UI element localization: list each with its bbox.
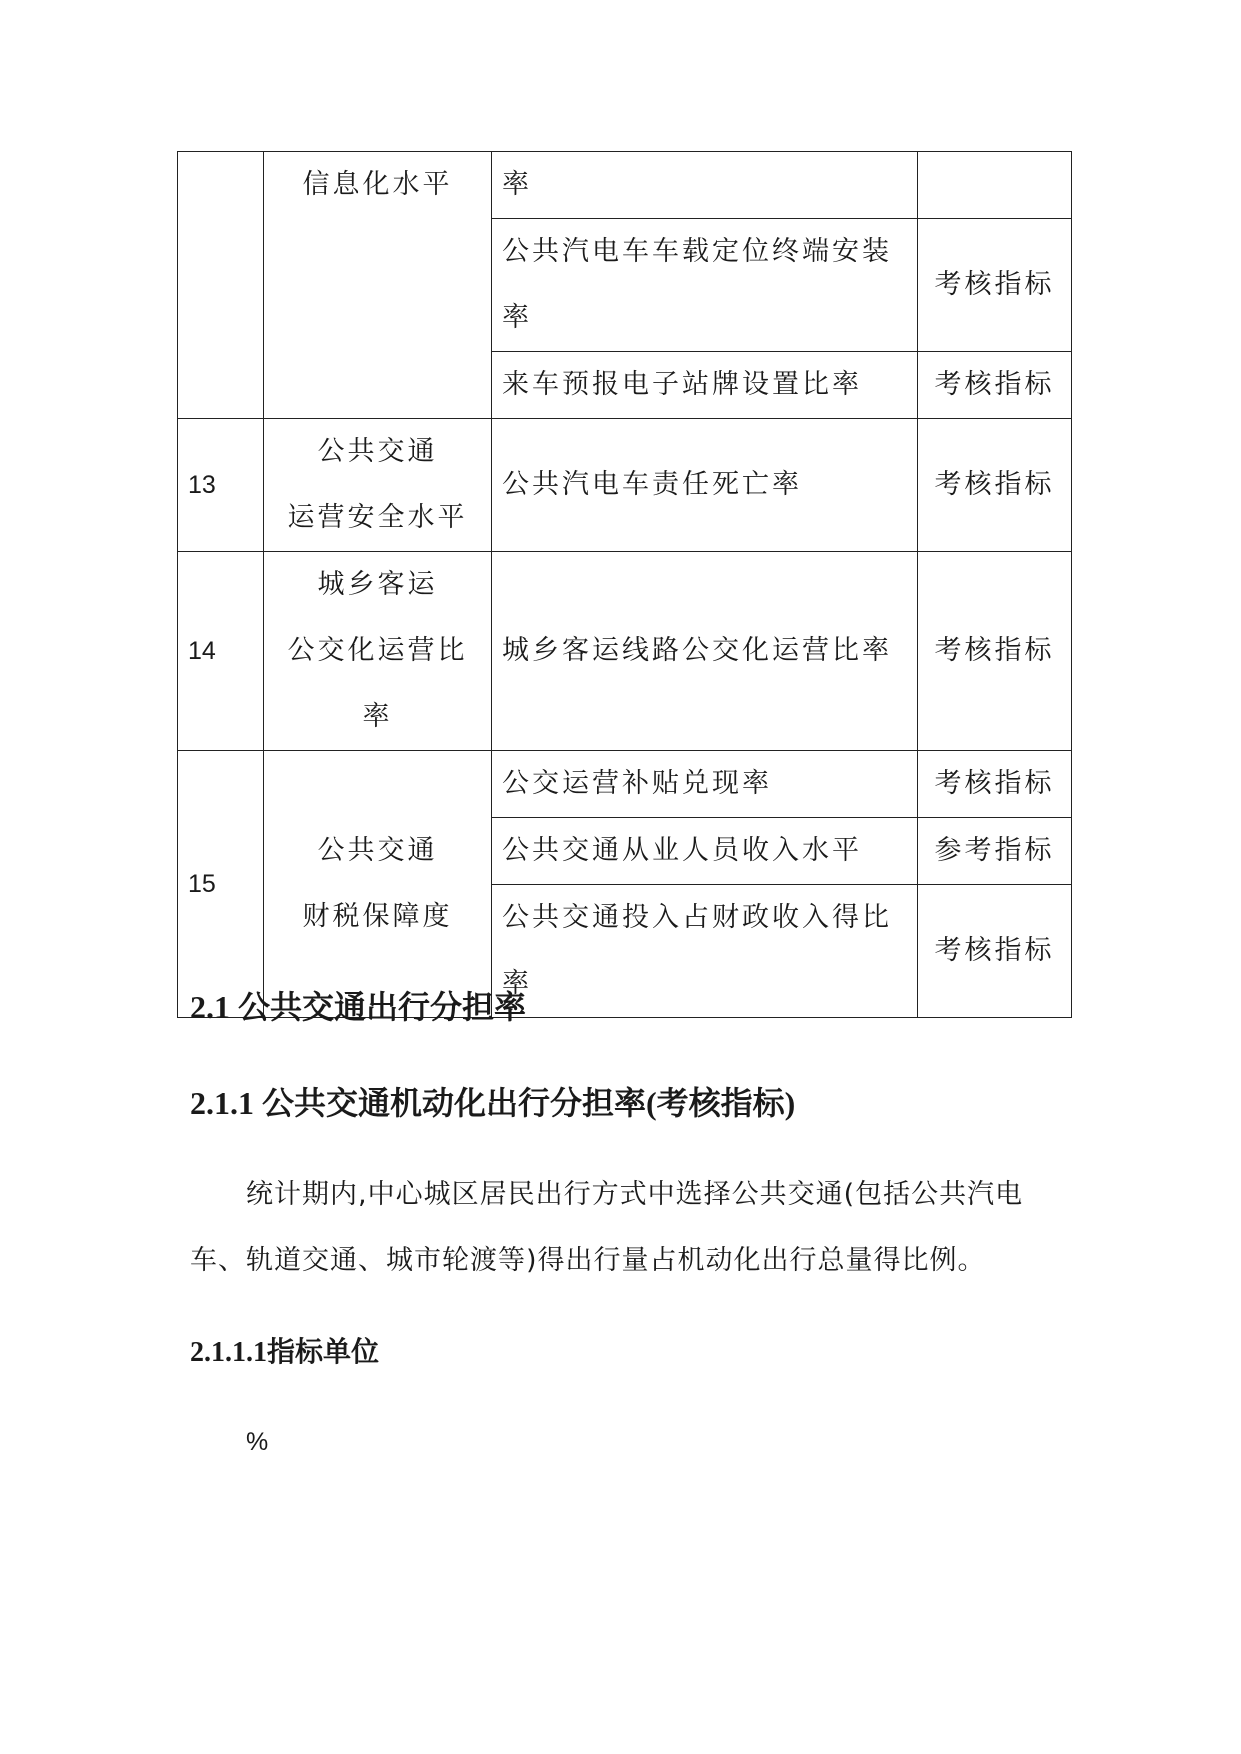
indicator-table — [177, 151, 1072, 1018]
indicator-type-cell: 参考指标 — [918, 818, 1072, 885]
category-line: 公交化运营比率 — [287, 635, 468, 732]
category-line: 公共交通 — [317, 835, 438, 866]
indicator-cell: 公交运营补贴兑现率 — [492, 751, 918, 818]
row-number-cell: 14 — [178, 552, 264, 751]
indicator-cell: 率 — [492, 152, 918, 219]
category-cell — [264, 552, 492, 751]
category-line: 财税保障度 — [302, 901, 453, 932]
category-line: 城乡客运 — [317, 569, 438, 600]
sub-subsection-heading: 2.1.1.1指标单位 — [190, 1337, 380, 1368]
indicator-type-cell: 考核指标 — [918, 419, 1072, 552]
indicator-cell: 公共汽电车责任死亡率 — [492, 419, 918, 552]
table-row — [178, 152, 1072, 219]
indicator-type-cell: 考核指标 — [918, 552, 1072, 751]
table-row — [178, 419, 1072, 552]
table-row — [178, 751, 1072, 818]
category-cell — [264, 419, 492, 552]
indicator-cell: 城乡客运线路公交化运营比率 — [492, 552, 918, 751]
row-number-cell: 15 — [178, 751, 264, 1018]
subsection-heading: 2.1.1 公共交通机动化出行分担率(考核指标) — [190, 1085, 796, 1121]
unit-value: % — [246, 1428, 269, 1456]
indicator-cell: 公共交通从业人员收入水平 — [492, 818, 918, 885]
indicator-type-cell — [918, 152, 1072, 219]
indicator-type-cell: 考核指标 — [918, 885, 1072, 1018]
row-number-cell: 13 — [178, 419, 264, 552]
indicator-type-cell: 考核指标 — [918, 219, 1072, 352]
category-cell — [264, 751, 492, 1018]
indicator-cell: 公共汽电车车载定位终端安装率 — [492, 219, 918, 352]
category-cell: 信息化水平 — [264, 152, 492, 419]
table-row — [178, 552, 1072, 751]
indicator-type-cell: 考核指标 — [918, 352, 1072, 419]
body-paragraph: 统计期内,中心城区居民出行方式中选择公共交通(包括公共汽电车、轨道交通、城市轮渡等)得出行量占机动化出行总量得比例。 — [190, 1179, 1024, 1276]
category-line: 运营安全水平 — [287, 502, 468, 533]
section-heading: 2.1 公共交通出行分担率 — [190, 989, 527, 1025]
row-number-cell — [178, 152, 264, 419]
indicator-cell: 来车预报电子站牌设置比率 — [492, 352, 918, 419]
indicator-cell: 公共交通投入占财政收入得比率 — [492, 885, 918, 1018]
category-line: 公共交通 — [317, 436, 438, 467]
indicator-type-cell: 考核指标 — [918, 751, 1072, 818]
